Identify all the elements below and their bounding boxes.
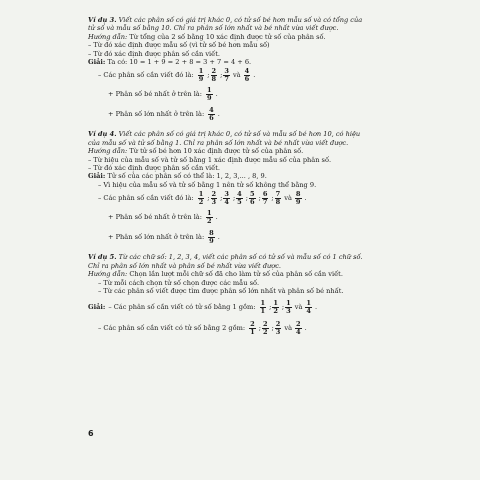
example-3-problem-line-1: Viết các phân số có giá trị khác 0, có tử số bé hơn mẫu số và có tổng của <box>118 16 363 24</box>
fraction-list-lead: – Các phân số cần viết đó là: <box>98 71 194 80</box>
example-4-guide-line-3: – Từ đó xác định được phân số cần viết. <box>88 164 220 173</box>
fraction-separator: . <box>315 303 318 312</box>
example-5-problem-line-1: Từ các chữ số: 1, 2, 3, 4, viết các phân số có tử số và mẫu số có 1 chữ số. <box>118 253 363 262</box>
fraction-separator: ; <box>258 324 261 333</box>
numerator: 3 <box>224 189 229 198</box>
example-4-guide-line-2: – Từ hiệu của mẫu số và tử số bằng 1 xác định được mẫu số của phân số. <box>88 155 332 164</box>
guide-title: Hướng dẫn: <box>88 147 128 156</box>
denominator: 2 <box>206 216 212 225</box>
example-5-problem <box>88 253 418 261</box>
numerator: 2 <box>275 319 281 328</box>
numerator: 8 <box>209 228 214 237</box>
example-3-solution <box>88 58 418 66</box>
example-4-fraction-list <box>88 189 418 207</box>
fraction <box>249 191 256 206</box>
denominator: 7 <box>262 197 268 206</box>
example-3-label: Ví dụ 3. <box>88 16 117 24</box>
example-5-label: Ví dụ 5. <box>88 253 117 262</box>
example-5-guide-line-2: – Từ mỗi cách chọn tử số chọn được các mẫu số. <box>98 278 260 287</box>
max-fraction-lead: + Phân số lớn nhất ở trên là: <box>108 233 205 242</box>
denominator: 9 <box>206 93 212 102</box>
fraction-separator: ; <box>271 324 274 333</box>
denominator: 5 <box>237 197 242 206</box>
fraction-separator: ; <box>281 303 285 312</box>
fraction <box>208 230 215 245</box>
fraction-separator: ; <box>232 194 236 203</box>
example-3-guide-line-3: – Từ đó xác định được phân số cần viết. <box>88 49 220 58</box>
denominator: 1 <box>250 327 255 336</box>
example-5-row-1 <box>88 298 418 316</box>
fraction <box>236 191 243 206</box>
example-3-guide <box>88 33 418 41</box>
example-4-label: Ví dụ 4. <box>88 130 117 139</box>
example-5-row-2 <box>88 319 418 337</box>
numerator: 4 <box>209 105 214 114</box>
fraction <box>260 300 267 315</box>
numerator: 2 <box>296 319 301 328</box>
numerator: 5 <box>250 189 255 198</box>
example-5-guide-line-1: Chọn lần lượt mỗi chữ số đã cho làm tử số của phân số cần viết. <box>129 270 343 279</box>
fraction-separator: ; <box>269 303 272 312</box>
numerator: 1 <box>286 298 291 307</box>
fraction-separator: ; <box>258 194 261 203</box>
fraction <box>305 300 312 315</box>
example-4-guide <box>88 147 418 155</box>
denominator: 6 <box>250 197 255 206</box>
min-fraction-lead: + Phân số bé nhất ở trên là: <box>108 213 202 222</box>
fraction-separator: . <box>304 194 307 203</box>
numerator: 1 <box>306 298 311 307</box>
numerator: 2 <box>262 319 268 328</box>
denominator: 3 <box>275 327 281 336</box>
numerator: 2 <box>211 189 217 198</box>
denominator: 7 <box>224 74 229 83</box>
fraction-separator: ; <box>220 71 223 80</box>
max-fraction-lead: + Phân số lớn nhất ở trên là: <box>108 110 205 119</box>
example-3-problem-line-2: tử số và mẫu số bằng 10. Chỉ ra phân số lớn nhất và bé nhất vừa viết được. <box>88 24 339 33</box>
denominator: 8 <box>275 197 281 206</box>
denominator: 3 <box>286 306 291 315</box>
numerator: 3 <box>224 66 229 75</box>
fraction-separator: và <box>232 71 241 80</box>
solution-title: Giải: <box>88 303 106 312</box>
example-5-guide-line-3: – Từ các phân số viết được tìm được phân số lớn nhất và phân số bé nhất. <box>98 286 344 295</box>
numerator: 4 <box>237 189 242 198</box>
denominator: 2 <box>273 306 278 315</box>
denominator: 9 <box>295 197 301 206</box>
numerator: 6 <box>262 189 268 198</box>
example-4-problem <box>88 130 418 138</box>
denominator: 4 <box>224 197 229 206</box>
fraction <box>285 300 292 315</box>
denominator: 3 <box>211 197 217 206</box>
fraction <box>295 321 302 336</box>
fraction-group <box>259 300 318 315</box>
fraction <box>295 191 302 206</box>
row-2-lead: – Các phân số cần viết có tử số bằng 2 gồm: <box>98 324 246 333</box>
fraction-separator: và <box>284 194 292 203</box>
example-4-solution-line-1: Tử số của các phân số có thể là: 1, 2, 3,... , 8, 9. <box>107 172 267 181</box>
denominator: 1 <box>260 306 266 315</box>
fraction-group <box>207 230 220 245</box>
denominator: 9 <box>209 236 214 245</box>
example-4-problem-line-2: của mẫu số và tử số bằng 1. Chỉ ra phân số lớn nhất và bé nhất vừa viết được. <box>88 138 349 147</box>
numerator: 1 <box>260 298 266 307</box>
fraction-separator: ; <box>245 194 248 203</box>
numerator: 1 <box>206 85 212 94</box>
fraction-separator: . <box>217 110 220 119</box>
fraction <box>272 300 279 315</box>
example-3-guide-line-2: – Từ đó xác định được mẫu số (vì tử số bé hơn mẫu số) <box>88 41 270 50</box>
denominator: 8 <box>211 74 217 83</box>
example-3-guide-line-1: Từ tổng của 2 số bằng 10 xác định được tử số của phân số. <box>129 32 326 41</box>
fraction-separator: và <box>284 324 293 333</box>
fraction-separator: . <box>253 71 256 80</box>
fraction <box>211 191 218 206</box>
fraction <box>244 68 251 83</box>
fraction <box>262 191 269 206</box>
numerator: 2 <box>250 319 255 328</box>
example-4-solution-line-2: – Vì hiệu của mẫu số và tử số bằng 1 nên tử số không thể bằng 9. <box>98 180 317 189</box>
fraction <box>275 321 282 336</box>
guide-title: Hướng dẫn: <box>88 32 128 41</box>
denominator: 2 <box>198 197 204 206</box>
fraction <box>223 191 230 206</box>
numerator: 4 <box>244 66 250 75</box>
fraction-separator: . <box>304 324 307 333</box>
solution-title: Giải: <box>88 58 106 67</box>
example-4-solution <box>88 172 418 180</box>
fraction-separator: và <box>294 303 303 312</box>
denominator: 9 <box>198 74 204 83</box>
fraction <box>198 68 205 83</box>
denominator: 6 <box>209 113 214 122</box>
fraction <box>275 191 282 206</box>
example-3-min-fraction <box>88 84 418 104</box>
fraction <box>208 107 215 122</box>
example-4-min-fraction <box>88 207 418 227</box>
row-1-lead: – Các phân số cần viết có tử số bằng 1 gồm: <box>108 303 256 312</box>
example-5-problem-line-2: Chỉ ra phân số lớn nhất và phân số bé nhất vừa viết được. <box>88 261 281 270</box>
example-4-guide-line-1: Từ tử số bé hơn 10 xác định được tử số của phân số. <box>129 147 304 156</box>
page-number: 6 <box>88 429 94 438</box>
numerator: 2 <box>211 66 217 75</box>
fraction-separator: ; <box>220 194 223 203</box>
page-content <box>88 16 418 337</box>
min-fraction-lead: + Phân số bé nhất ở trên là: <box>108 90 202 99</box>
fraction-group <box>197 191 307 206</box>
numerator: 1 <box>198 66 204 75</box>
fraction <box>223 68 230 83</box>
example-3-fraction-list <box>88 66 418 84</box>
guide-title: Hướng dẫn: <box>88 270 128 279</box>
fraction-separator: . <box>217 233 220 242</box>
denominator: 4 <box>296 327 301 336</box>
example-4-problem-line-1: Viết các phân số có giá trị khác 0, có tử số và mẫu số bé hơn 10, có hiệu <box>118 130 361 139</box>
fraction-separator: ; <box>207 71 210 80</box>
numerator: 1 <box>206 208 212 217</box>
example-3-solution-line-1: Ta có: 10 = 1 + 9 = 2 + 8 = 3 + 7 = 4 + 6. <box>107 58 252 67</box>
denominator: 2 <box>262 327 268 336</box>
fraction-group <box>205 210 218 225</box>
fraction <box>198 191 205 206</box>
example-4-max-fraction <box>88 227 418 247</box>
denominator: 6 <box>244 74 250 83</box>
example-5-guide <box>88 270 418 278</box>
fraction-group <box>205 87 218 102</box>
fraction <box>211 68 218 83</box>
fraction <box>249 321 256 336</box>
fraction-group <box>248 321 307 336</box>
numerator: 1 <box>273 298 278 307</box>
fraction-separator: . <box>215 90 218 99</box>
fraction <box>206 87 213 102</box>
numerator: 1 <box>198 189 204 198</box>
denominator: 4 <box>306 306 311 315</box>
example-3-max-fraction <box>88 104 418 124</box>
fraction-group <box>207 107 220 122</box>
solution-title: Giải: <box>88 172 106 181</box>
fraction-separator: . <box>215 213 218 222</box>
fraction-separator: ; <box>207 194 210 203</box>
fraction-list-lead: – Các phân số cần viết đó là: <box>98 194 194 203</box>
fraction-separator: ; <box>271 194 274 203</box>
numerator: 7 <box>275 189 281 198</box>
numerator: 8 <box>295 189 301 198</box>
fraction <box>206 210 213 225</box>
fraction-group <box>197 68 256 83</box>
fraction <box>262 321 269 336</box>
